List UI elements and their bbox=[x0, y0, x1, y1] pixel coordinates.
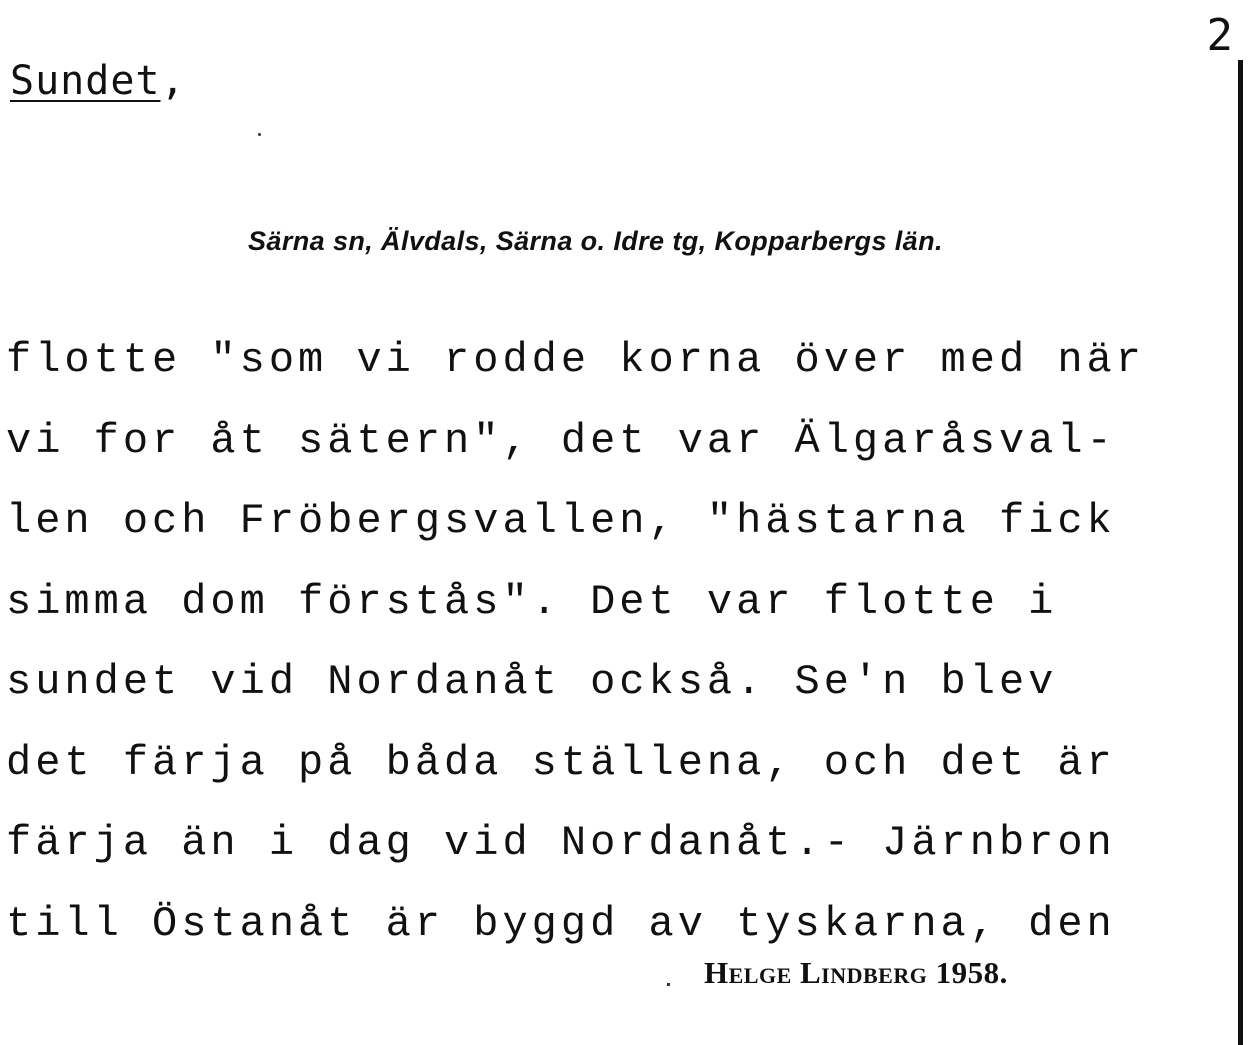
text-line: till Östanåt är byggd av tyskarna, den bbox=[6, 899, 1116, 948]
place-title bbox=[10, 58, 186, 104]
card-right-edge bbox=[1238, 60, 1243, 1045]
scan-speck bbox=[258, 133, 261, 136]
body-text bbox=[6, 320, 1145, 964]
place-name-comma: , bbox=[160, 58, 186, 104]
place-name: Sundet bbox=[10, 58, 161, 104]
text-line: sundet vid Nordanåt också. Se'n blev bbox=[6, 658, 1058, 706]
text-line: simma dom förstås". Det var flotte i bbox=[6, 577, 1058, 626]
text-line: vi for åt sätern", det var Älgaråsval- bbox=[6, 416, 1116, 465]
text-line: flotte "som vi rodde korna över med när bbox=[6, 336, 1145, 384]
author-credit: Helge Lindberg 1958. bbox=[704, 955, 1008, 990]
text-line: färja än i dag vid Nordanåt.- Järnbron bbox=[6, 819, 1116, 867]
text-line: len och Fröbergsvallen, "hästarna fick bbox=[6, 497, 1116, 545]
page-number: 2 bbox=[1206, 10, 1233, 61]
text-line: det färja på båda ställena, och det är bbox=[6, 738, 1116, 787]
credit-dot bbox=[667, 983, 670, 986]
location-line: Särna sn, Älvdals, Särna o. Idre tg, Kopparbergs län. bbox=[248, 226, 943, 256]
